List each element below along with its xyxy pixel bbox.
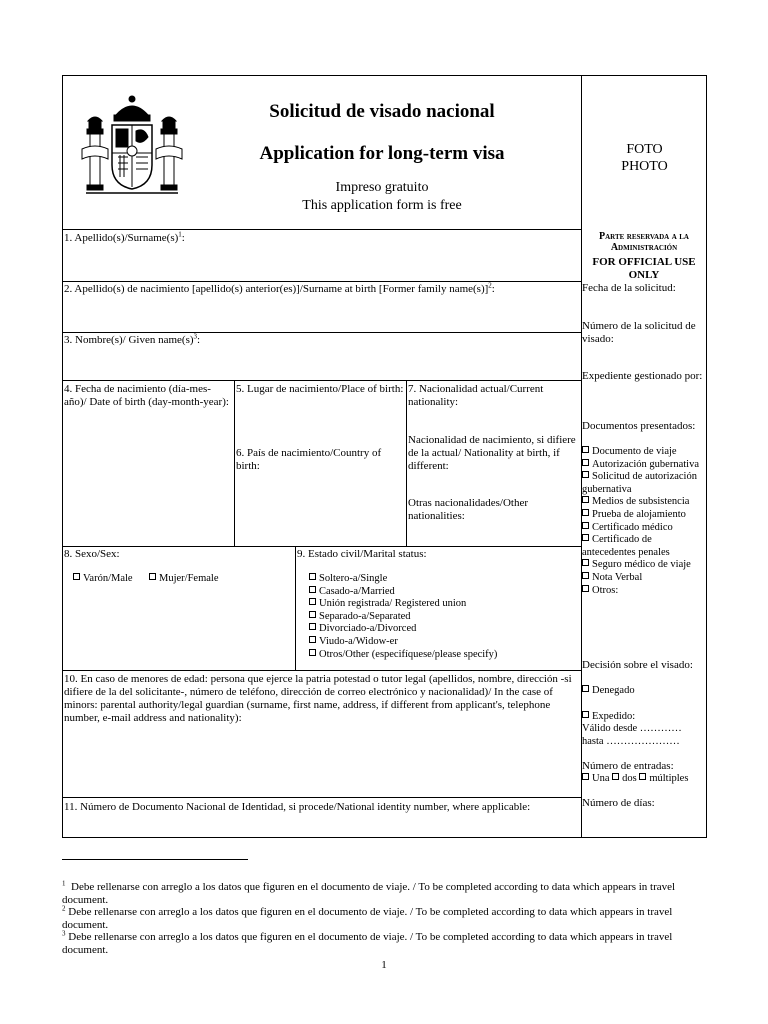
free-notice-en: This application form is free [302, 198, 462, 213]
photo-label-en: PHOTO [621, 159, 668, 174]
official-application-number: Número de la solicitud de visado: [582, 320, 696, 345]
checkbox-verbal-note[interactable]: Nota Verbal [582, 572, 706, 585]
photo-label-es: FOTO [626, 142, 663, 157]
checkbox-widowed[interactable]: Viudo-a/Widow-er [309, 636, 497, 649]
col-divider [295, 546, 296, 670]
checkbox-icon [639, 773, 646, 780]
official-documents-list [582, 446, 706, 597]
checkbox-icon [612, 773, 619, 780]
checkbox-one-entry[interactable]: Una [582, 773, 610, 784]
official-valid-from: Válido desde ………… [582, 723, 682, 734]
row-divider [62, 332, 581, 333]
official-application-date: Fecha de la solicitud: [582, 282, 676, 294]
official-use-heading-es: Parte reservada a la Administración [598, 231, 689, 253]
field-surname-at-birth[interactable]: 2. Apellido(s) de nacimiento [apellido(s) anterior(es)]/Surname at birth [Former family name(s)]$^2$: [64, 281, 495, 295]
checkbox-icon [149, 573, 156, 580]
checkbox-icon [309, 649, 316, 656]
checkbox-female[interactable]: Mujer/Female [149, 573, 218, 586]
field-place-of-birth[interactable]: 5. Lugar de nacimiento/Place of birth: [236, 383, 404, 395]
form-title-es: Solicitud de visado nacional [269, 101, 495, 122]
checkbox-icon [582, 559, 589, 566]
row-divider [62, 281, 581, 282]
checkbox-icon [582, 509, 589, 516]
entries-options [582, 773, 706, 786]
official-visa-decision: Decisión sobre el visado: [582, 659, 693, 671]
checkbox-other-docs[interactable]: Otros: [582, 585, 706, 598]
field-legal-guardian[interactable]: 10. En caso de menores de edad: persona que ejerce la patria potestad o tutor legal (apellidos, nombre, dirección -si difiere de la del solicitante-, número de teléfono, dirección de correo electrónico y nacionalidad)/ In the case of minors: parental authority/legal guardian (surname, first name, address, if different from applicant's, telephone number, e-mail address and nationality): [64, 673, 572, 724]
checkbox-registered-union[interactable]: Unión registrada/ Registered union [309, 598, 497, 611]
field-nationality-at-birth[interactable]: Nacionalidad de nacimiento, si difiere de la actual/ Nationality at birth, if different: [408, 434, 576, 472]
checkbox-icon [309, 573, 316, 580]
checkbox-icon [309, 636, 316, 643]
official-documents-label: Documentos presentados: [582, 420, 696, 432]
free-notice-es: Impreso gratuito [335, 180, 429, 195]
checkbox-icon [309, 623, 316, 630]
checkbox-proof-of-accommodation[interactable]: Prueba de alojamiento [582, 509, 706, 522]
checkbox-icon [582, 585, 589, 592]
checkbox-male[interactable]: Varón/Male [73, 573, 133, 586]
checkbox-authorization-request[interactable]: Solicitud de autorización gubernativa [582, 471, 697, 495]
row-divider [62, 670, 581, 671]
page-number: 1 [381, 959, 387, 971]
form-title-en: Application for long-term visa [259, 143, 505, 164]
checkbox-icon [582, 534, 589, 541]
checkbox-issued[interactable]: Expedido: [582, 711, 706, 724]
checkbox-icon [582, 572, 589, 579]
official-handled-by: Expediente gestionado por: [582, 370, 703, 382]
official-number-of-days: Número de días: [582, 797, 655, 809]
field-given-names[interactable]: 3. Nombre(s)/ Given $name(s)^3$: [64, 332, 201, 346]
checkbox-icon [582, 522, 589, 529]
row-divider [62, 797, 581, 798]
checkbox-icon [309, 586, 316, 593]
field-sex-label: 8. Sexo/Sex: [64, 548, 120, 560]
official-use-heading-en: FOR OFFICIAL USE ONLY [592, 256, 696, 281]
footnote-3: $^3$ Debe rellenarse con arreglo a los datos que figuren en el documento de viaje. / To be completed according to data which appears in travel document. [62, 929, 673, 956]
checkbox-multiple-entries[interactable]: múltiples [639, 773, 688, 784]
checkbox-icon [309, 611, 316, 618]
footnote-1: $^1$ Debe rellenarse con arreglo a los datos que figuren en el documento de viaje. / To be completed according to data which appears in travel document. [62, 879, 676, 906]
footnote-separator [62, 859, 248, 860]
checkbox-icon [582, 685, 589, 692]
checkbox-single[interactable]: Soltero-a/Single [309, 573, 497, 586]
checkbox-icon [582, 496, 589, 503]
row-divider [62, 546, 581, 547]
checkbox-travel-document[interactable]: Documento de viaje [582, 446, 706, 459]
checkbox-refused[interactable]: Denegado [582, 685, 706, 698]
marital-status-options [309, 573, 497, 661]
checkbox-other[interactable]: Otros/Other (especifíquese/please specify) [309, 649, 497, 662]
checkbox-government-authorization[interactable]: Autorización gubernativa [582, 459, 706, 472]
field-other-nationalities[interactable]: Otras nacionalidades/Other nationalities: [408, 497, 529, 522]
row-divider [62, 380, 581, 381]
field-country-of-birth[interactable]: 6. País de nacimiento/Country of birth: [236, 447, 382, 472]
checkbox-medical-certificate[interactable]: Certificado médico [582, 522, 706, 535]
official-valid-until: hasta ………………… [582, 736, 680, 747]
field-given-names-label: 3. Nombre(s)/ Given name(s) [64, 334, 194, 346]
checkbox-icon [309, 598, 316, 605]
checkbox-icon [582, 446, 589, 453]
checkbox-icon [582, 773, 589, 780]
field-marital-status-label: 9. Estado civil/Marital status: [297, 548, 427, 560]
field-national-id[interactable]: 11. Número de Documento Nacional de Identidad, si procede/National identity number, where applicable: [64, 801, 531, 813]
checkbox-icon [582, 711, 589, 718]
field-surname-label: 1. Apellido(s)/Surname(s) [64, 232, 179, 244]
checkbox-means-of-subsistence[interactable]: Medios de subsistencia [582, 496, 706, 509]
checkbox-icon [582, 459, 589, 466]
checkbox-travel-insurance[interactable]: Seguro médico de viaje [582, 559, 706, 572]
col-divider [234, 380, 235, 546]
checkbox-divorced[interactable]: Divorciado-a/Divorced [309, 623, 497, 636]
official-number-of-entries: Número de entradas: [582, 760, 674, 772]
footnote-2: $^2$ Debe rellenarse con arreglo a los datos que figuren en el documento de viaje. / To be completed according to data which appears in travel document. [62, 904, 673, 931]
checkbox-icon [582, 471, 589, 478]
checkbox-icon [73, 573, 80, 580]
col-divider [406, 380, 407, 546]
field-surname[interactable]: 1. $Apellido(s)/Surname(s)^1$: [64, 230, 185, 244]
checkbox-married[interactable]: Casado-a/Married [309, 586, 497, 599]
checkbox-criminal-record[interactable]: Certificado de antecedentes penales [582, 534, 670, 558]
field-date-of-birth[interactable]: 4. Fecha de nacimiento (día-mes-año)/ Date of birth (day-month-year): [64, 383, 229, 408]
header-divider [62, 229, 581, 230]
checkbox-two-entries[interactable]: dos [612, 773, 637, 784]
field-current-nationality[interactable]: 7. Nacionalidad actual/Current nationality: [408, 383, 544, 408]
checkbox-separated[interactable]: Separado-a/Separated [309, 611, 497, 624]
spain-coat-of-arms-icon [78, 93, 186, 205]
field-surname-at-birth-label: 2. Apellido(s) de nacimiento [apellido(s) anterior(es)]/Surname at birth [Former family name(s)] [64, 283, 489, 295]
